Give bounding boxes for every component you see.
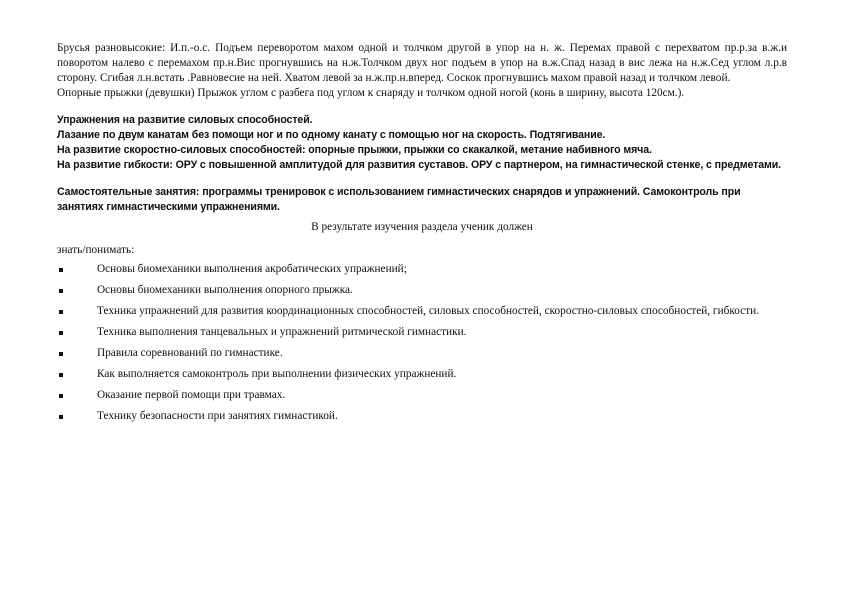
spacer — [57, 173, 787, 185]
list-item-text: Как выполняется самоконтроль при выполнении физических упражнений. — [97, 368, 457, 380]
speed-strength-line: На развитие скоростно-силовых способностей: опорные прыжки, прыжки со скакалкой, метание набивного мяча. — [57, 144, 652, 156]
know-understand-label: знать/понимать: — [57, 244, 135, 256]
spacer — [57, 101, 787, 113]
strength-heading: Упражнения на развитие силовых способностей. — [57, 114, 313, 126]
list-item-text: Оказание первой помощи при травмах. — [97, 389, 286, 401]
list-item — [57, 388, 787, 403]
list-item — [57, 262, 787, 277]
bullet-icon — [59, 394, 63, 398]
flexibility-line: На развитие гибкости: ОРУ с повышенной амплитудой для развития суставов. ОРУ с партнером, на гимнастической стенке, с предметами. — [57, 159, 782, 171]
list-item — [57, 325, 787, 340]
result-heading: В результате изучения раздела ученик должен — [311, 221, 533, 233]
list-item-text: Правила соревнований по гимнастике. — [97, 347, 283, 359]
uneven-bars-paragraph: Брусья разновысокие: И.п.-о.с. Подъем переворотом махом одной и толчком другой в упор на н. ж. Перемах правой с перехватом пр.р.за в.ж.и поворотом налево с перемахом пр.н.Вис прогнувшись на н.ж.Толчком двух ног подъем в упор на в.ж.Спад назад в вис лежа на н.ж.Сед углом л.р.в сторону. Сгибая л.н.встать .Равновесие на ней. Хватом левой за н.ж.пр.н.вперед. Соскок прогнувшись махом правой назад и толчком левой. — [57, 42, 787, 84]
bullet-icon — [59, 373, 63, 377]
list-item — [57, 283, 787, 298]
bullet-icon — [59, 331, 63, 335]
list-item-text: Технику безопасности при занятиях гимнастикой. — [97, 410, 338, 422]
list-item — [57, 304, 787, 319]
list-item-text: Основы биомеханики выполнения акробатических упражнений; — [97, 263, 407, 275]
bullet-icon — [59, 352, 63, 356]
bullet-icon — [59, 415, 63, 419]
list-item — [57, 346, 787, 361]
list-item-text: Техника упражнений для развития координационных способностей, силовых способностей, скоростно-силовых способностей, гибкости. — [97, 305, 760, 317]
bullet-icon — [59, 289, 63, 293]
list-item — [57, 409, 787, 424]
bullet-icon — [59, 268, 63, 272]
list-item-text: Основы биомеханики выполнения опорного прыжка. — [97, 284, 353, 296]
bullet-icon — [59, 310, 63, 314]
rope-climbing-line: Лазание по двум канатам без помощи ног и по одному канату с помощью ног на скорость. Подтягивание. — [57, 129, 606, 141]
list-item-text: Техника выполнения танцевальных и упражнений ритмической гимнастики. — [97, 326, 467, 338]
vault-paragraph: Опорные прыжки (девушки) Прыжок углом с разбега под углом к снаряду и толчком одной ногой (конь в ширину, высота 120см.). — [57, 87, 685, 99]
independent-study-line: Самостоятельные занятия: программы тренировок с использованием гимнастических снарядов и упражнений. Самоконтроль при занятиях гимнастическими упражнениями. — [57, 186, 741, 213]
document-content — [57, 41, 787, 430]
list-item — [57, 367, 787, 382]
knowledge-list — [57, 262, 787, 424]
